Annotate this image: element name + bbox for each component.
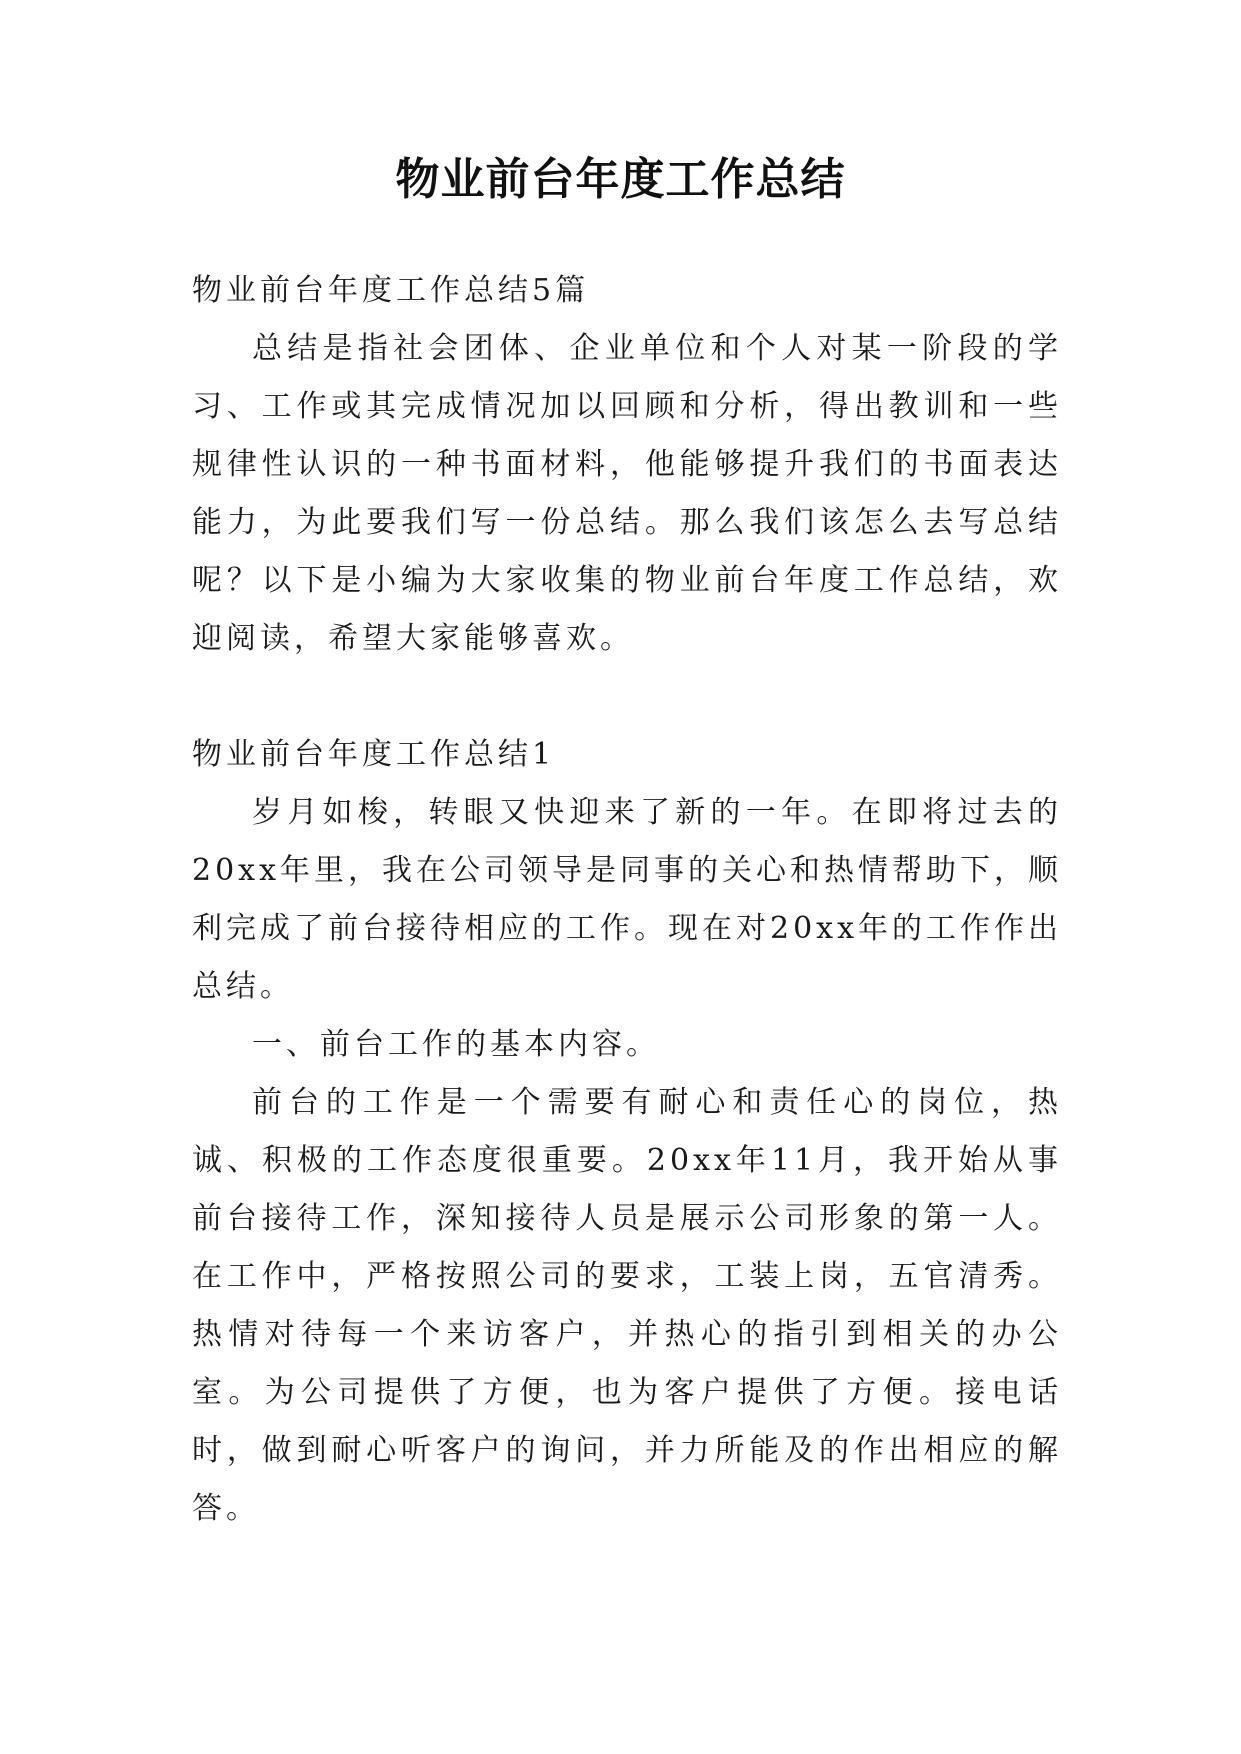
document-subtitle: 物业前台年度工作总结5篇	[192, 273, 590, 308]
section-1-point-1: 一、前台工作的基本内容。	[252, 1027, 660, 1062]
intro-paragraph: 总结是指社会团体、企业单位和个人对某一阶段的学习、工作或其完成情况加以回顾和分析，得出教训和一些规律性认识的一种书面材料，他能够提升我们的书面表达能力，为此要我们写一份总结。那么我们该怎么去写总结呢？以下是小编为大家收集的物业前台年度工作总结，欢迎阅读，希望大家能够喜欢。	[192, 331, 1062, 656]
document-title: 物业前台年度工作总结	[395, 154, 846, 205]
section-1-paragraph-1: 岁月如梭，转眼又快迎来了新的一年。在即将过去的20xx年里，我在公司领导是同事的关心和热情帮助下，顺利完成了前台接待相应的工作。现在对20xx年的工作作出总结。	[192, 795, 1063, 1004]
section-1-paragraph-2: 前台的工作是一个需要有耐心和责任心的岗位，热诚、积极的工作态度很重要。20xx年11月，我开始从事前台接待工作，深知接待人员是展示公司形象的第一人。在工作中，严格按照公司的要求，工装上岗，五官清秀。热情对待每一个来访客户，并热心的指引到相关的办公室。为公司提供了方便，也为客户提供了方便。接电话时，做到耐心听客户的询问，并力所能及的作出相应的解答。	[192, 1085, 1062, 1526]
section-1-heading: 物业前台年度工作总结1	[192, 737, 556, 772]
